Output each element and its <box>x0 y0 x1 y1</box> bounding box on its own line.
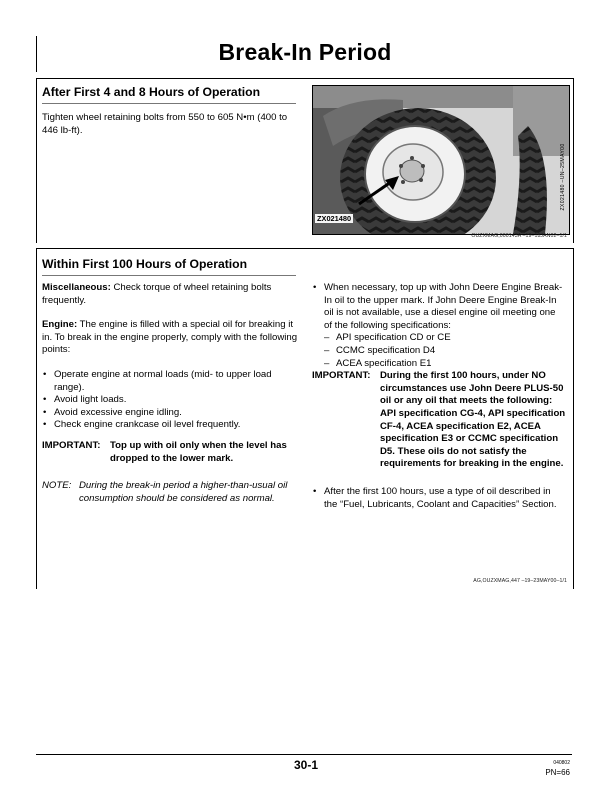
section-first-100-hours <box>36 248 574 589</box>
page-number: 30-1 <box>293 758 319 772</box>
note-oil-consumption <box>42 480 304 505</box>
engine-points <box>42 369 304 432</box>
right-column <box>312 282 566 511</box>
important-label: IMPORTANT: <box>42 439 101 451</box>
photo-side-code: ZX021480 –UN–25MAY00 <box>560 143 566 211</box>
engine-text: The engine is filled with a special oil for breaking it in. To break in the engine properly, comply with the following points: <box>42 319 298 356</box>
list-item: – API specification CD or CE <box>324 332 566 345</box>
misc-text: Check torque of wheel retaining bolts frequently. <box>42 282 272 306</box>
oil-specifications <box>312 332 566 370</box>
important-text: Top up with oil only when the level has dropped to the lower mark. <box>110 439 287 464</box>
engine-label: Engine: <box>42 319 78 331</box>
left-column <box>42 282 304 505</box>
section-reference: OUZXMAG,000143A –19–18JAN02–1/1 <box>471 233 567 239</box>
list-item: • After the first 100 hours, use a type of oil described in the “Fuel, Lubricants, Coolant and Capacities” Section. <box>312 486 566 511</box>
section-reference: AG,OUZXMAG,447 –19–23MAY00–1/1 <box>473 578 567 584</box>
footer-code: 040802 <box>553 760 570 766</box>
list-item: • Operate engine at normal loads (mid- to upper load range). <box>42 369 304 394</box>
torque-instruction: Tighten wheel retaining bolts from 550 to 605 N•m (400 to 446 lb-ft). <box>42 112 288 136</box>
note-text: During the break-in period a higher-than-usual oil consumption should be considered as normal. <box>79 480 288 504</box>
list-item: • Check engine crankcase oil level frequently. <box>42 419 304 432</box>
misc-label: Miscellaneous: <box>42 282 111 293</box>
important-text: During the first 100 hours, under NO circumstances use John Deere PLUS-50 oil or any oil that meets the following: API specification CG-4, API specification CF-4, ACEA specification E2, ACEA specification E3 or CCMC specification D5. These oils do not satisfy the requirements for breaking in the engine. <box>380 370 566 470</box>
note-label: NOTE: <box>42 480 72 492</box>
footer-rule <box>36 754 572 755</box>
section-title: Within First 100 Hours of Operation <box>42 257 248 271</box>
page-header <box>36 36 573 72</box>
section-title: After First 4 and 8 Hours of Operation <box>42 85 261 99</box>
important-label: IMPORTANT: <box>312 370 371 382</box>
list-item: • Avoid light loads. <box>42 394 304 407</box>
pn-label: PN=66 <box>545 768 570 777</box>
list-item: – ACEA specification E1 <box>324 358 566 371</box>
list-item: – CCMC specification D4 <box>324 345 566 358</box>
important-plus50 <box>312 370 566 471</box>
list-item: • When necessary, top up with John Deere Engine Break-In oil to the upper mark. If John Deere Engine Break-In oil is not available, use a diesel engine oil meeting one of the following specifications: <box>312 282 566 332</box>
photo-id-label: ZX021480 <box>317 214 352 223</box>
list-item: • Avoid excessive engine idling. <box>42 407 304 420</box>
page-title: Break-In Period <box>218 39 392 65</box>
important-top-up <box>42 440 304 465</box>
section-after-first-hours <box>36 78 574 243</box>
engine-paragraph <box>42 319 304 357</box>
tractor-wheel-photo <box>312 85 570 235</box>
misc-paragraph <box>42 282 304 307</box>
